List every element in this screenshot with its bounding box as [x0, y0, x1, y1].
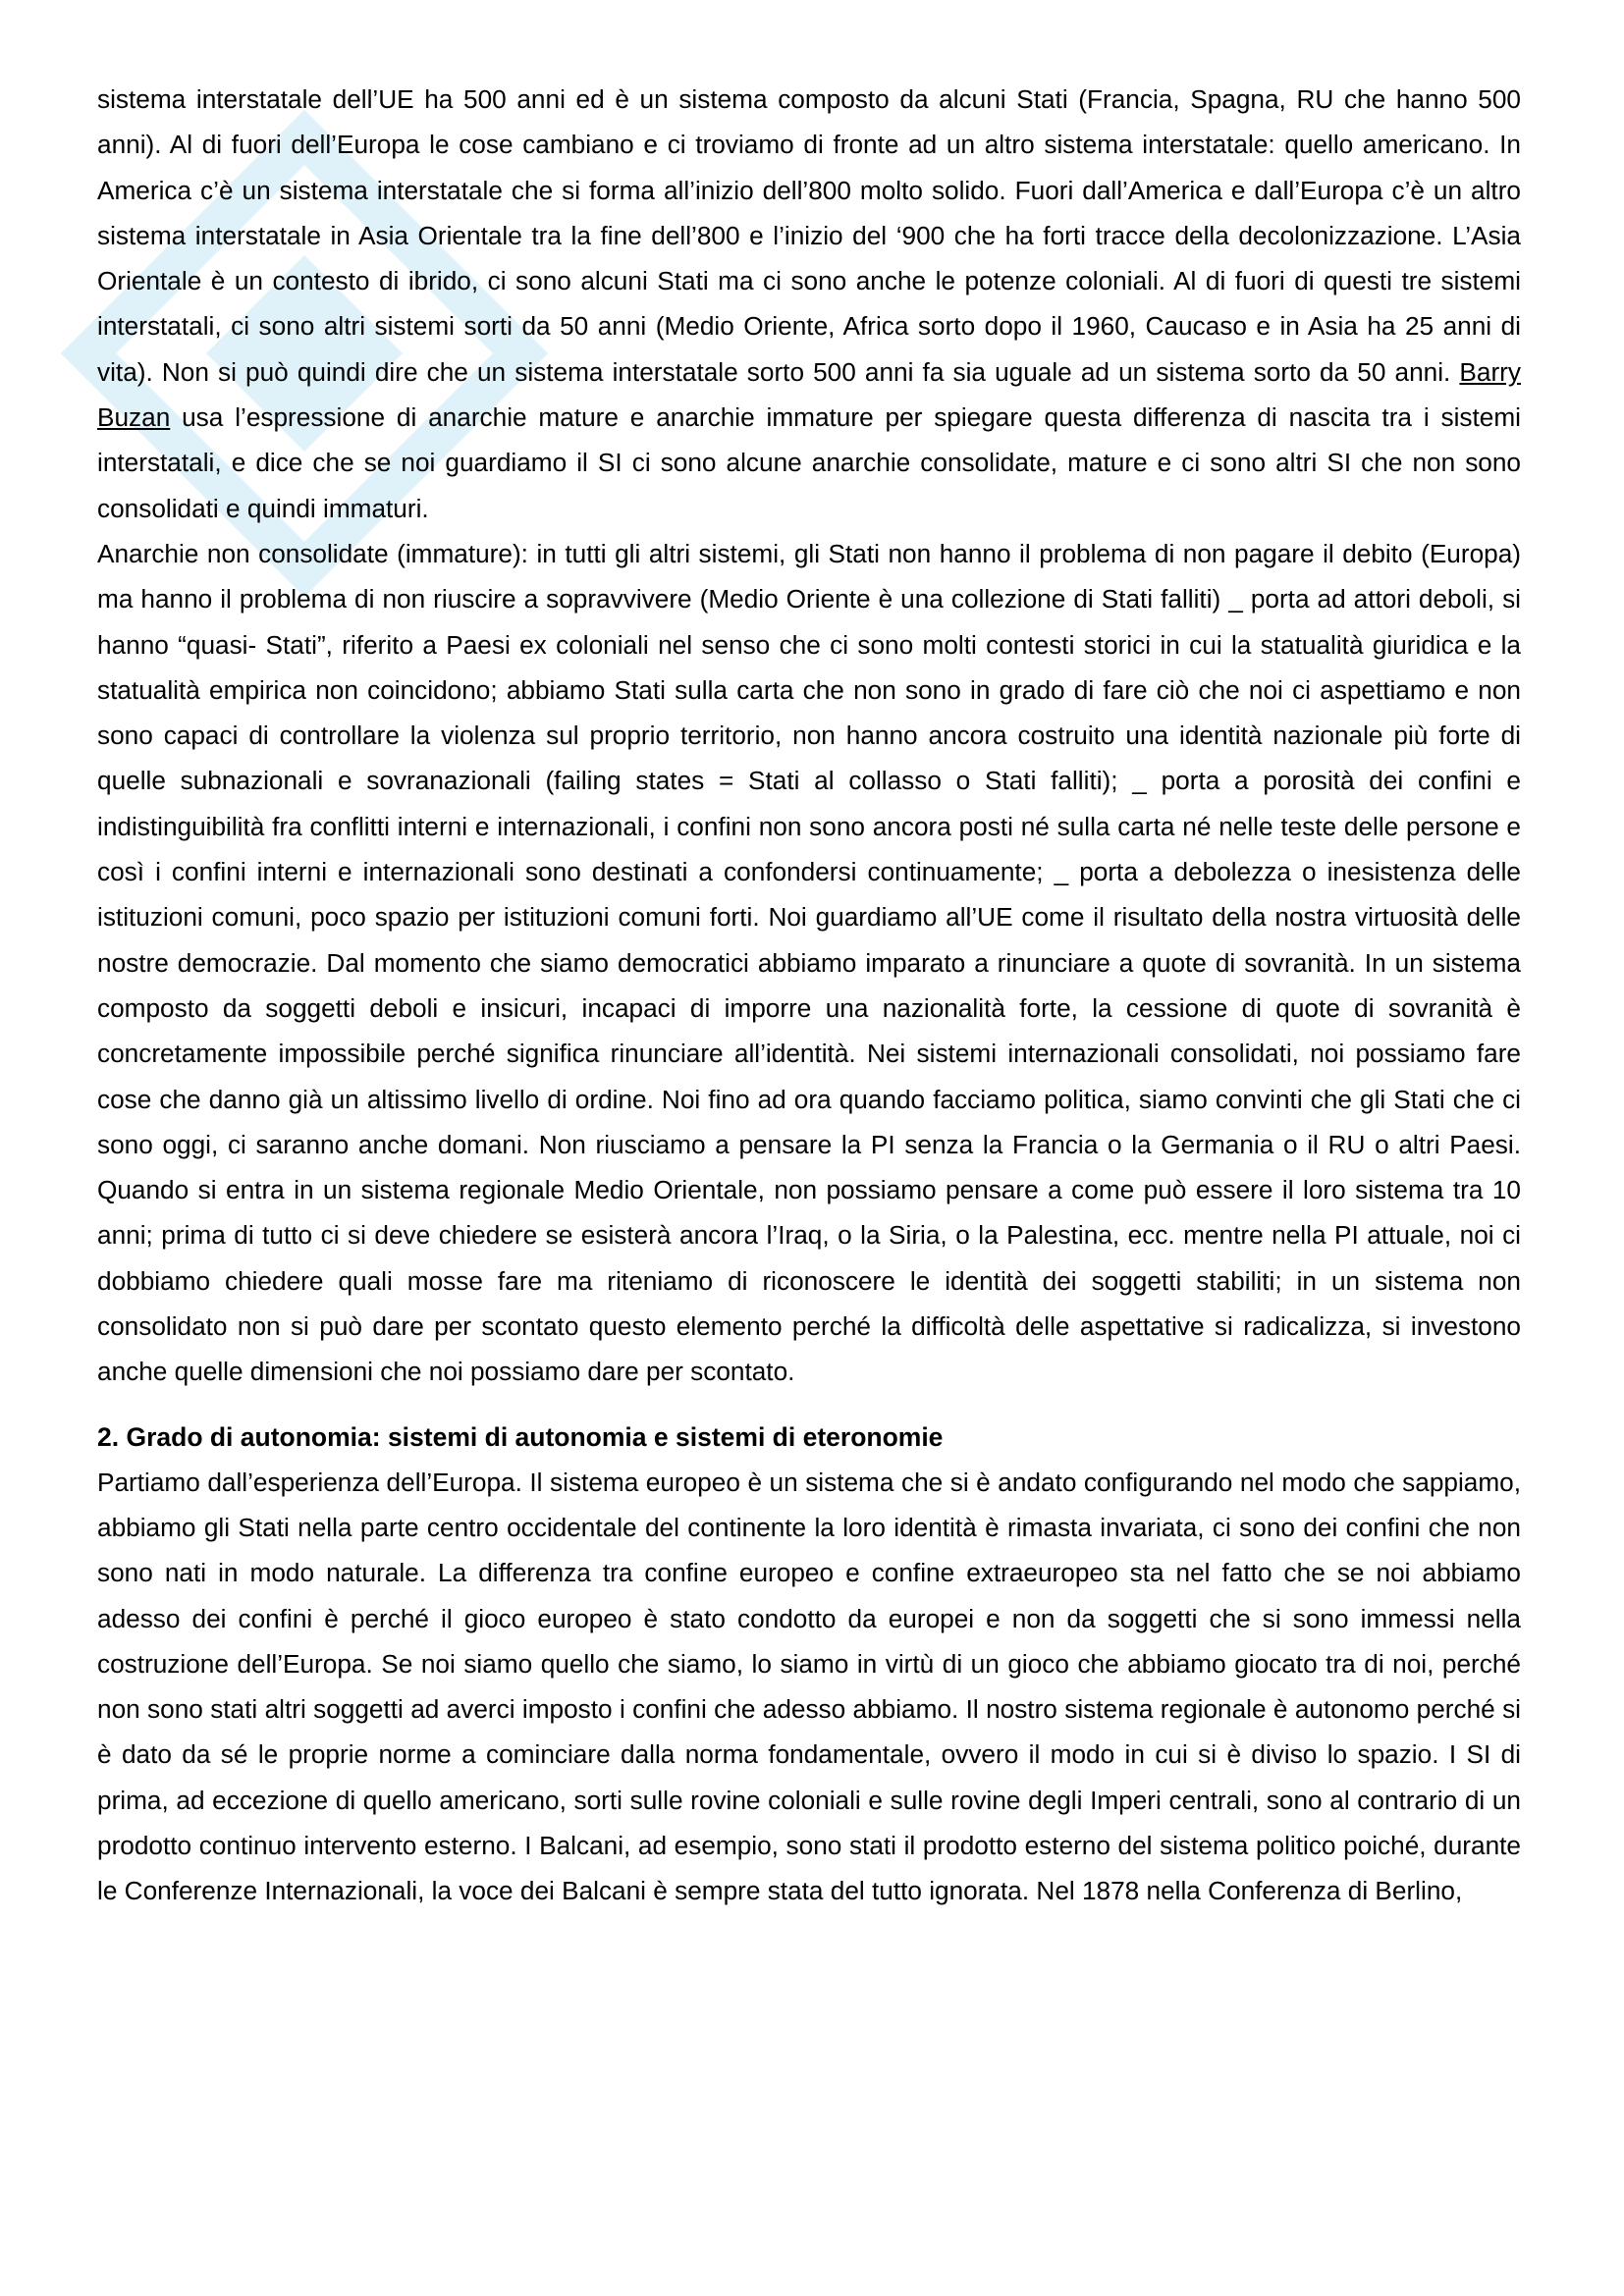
paragraph-text: usa l’espressione di anarchie mature e anarchie immature per spiegare questa differenza di nascita tra i sistemi interstatali, e dice che se noi guardiamo il SI ci sono alcune anarchie consolidate, mature e ci sono altri SI che non sono consolidati e quindi immaturi. [97, 402, 1521, 523]
paragraph-text: sistema interstatale dell’UE ha 500 anni ed è un sistema composto da alcuni Stati (Francia, Spagna, RU che hanno 500 anni). Al di fuori dell’Europa le cose cambiano e ci troviamo di fronte ad un altro sistema interstatale: quello americano. In America c’è un sistema interstatale che si forma all’inizio dell’800 molto solido. Fuori dall’America e dall’Europa c’è un altro sistema interstatale in Asia Orientale tra la fine dell’800 e l’inizio del ‘900 che ha forti tracce della decolonizzazione. L’Asia Orientale è un contesto di ibrido, ci sono alcuni Stati ma ci sono anche le potenze coloniali. Al di fuori di questi tre sistemi interstatali, ci sono altri sistemi sorti da 50 anni (Medio Oriente, Africa sorto dopo il 1960, Caucaso e in Asia ha 25 anni di vita). Non si può quindi dire che un sistema interstatale sorto 500 anni fa sia uguale ad un sistema sorto da 50 anni. [97, 84, 1521, 387]
document-page [97, 77, 1521, 1914]
section-heading: 2. Grado di autonomia: sistemi di autonomia e sistemi di eteronomie [97, 1421, 944, 1452]
paragraph-anarchie-non-consolidate: Anarchie non consolidate (immature): in tutti gli altri sistemi, gli Stati non hanno il problema di non pagare il debito (Europa) ma hanno il problema di non riuscire a sopravvivere (Medio Oriente è una collezione di Stati falliti) _ porta ad attori deboli, si hanno “quasi- Stati”, riferito a Paesi ex coloniali nel senso che ci sono molti contesti storici in cui la statualità giuridica e la statualità empirica non coincidono; abbiamo Stati sulla carta che non sono in grado di fare ciò che noi ci aspettiamo e non sono capaci di controllare la violenza sul proprio territorio, non hanno ancora costruito una identità nazionale più forte di quelle subnazionali e sovranazionali (failing states = Stati al collasso o Stati falliti); _ porta a porosità dei confini e indistinguibilità fra conflitti interni e internazionali, i confini non sono ancora posti né sulla carta né nelle teste delle persone e così i confini interni e internazionali sono destinati a confondersi continuamente; _ porta a debolezza o inesistenza delle istituzioni comuni, poco spazio per istituzioni comuni forti. Noi guardiamo all’UE come il risultato della nostra virtuosità delle nostre democrazie. Dal momento che siamo democratici abbiamo imparato a rinunciare a quote di sovranità. In un sistema composto da soggetti deboli e insicuri, incapaci di imporre una nazionalità forte, la cessione di quote di sovranità è concretamente impossibile perché significa rinunciare all’identità. Nei sistemi internazionali consolidati, noi possiamo fare cose che danno già un altissimo livello di ordine. Noi fino ad ora quando facciamo politica, siamo convinti che gli Stati che ci sono oggi, ci saranno anche domani. Non riusciamo a pensare la PI senza la Francia o la Germania o il RU o altri Paesi. Quando si entra in un sistema regionale Medio Orientale, non possiamo pensare a come può essere il loro sistema tra 10 anni; prima di tutto ci si deve chiedere se esisterà ancora l’Iraq, o la Siria, o la Palestina, ecc. mentre nella PI attuale, noi ci dobbiamo chiedere quali mosse fare ma riteniamo di riconoscere le identità dei soggetti stabiliti; in un sistema non consolidato non si può dare per scontato questo elemento perché la difficoltà delle aspettative si radicalizza, si investono anche quelle dimensioni che noi possiamo dare per scontato. [97, 538, 1521, 1387]
paragraph-esperienza-europa: Partiamo dall’esperienza dell’Europa. Il sistema europeo è un sistema che si è andato configurando nel modo che sappiamo, abbiamo gli Stati nella parte centro occidentale del continente la loro identità è rimasta invariata, ci sono dei confini che non sono nati in modo naturale. La differenza tra confine europeo e confine extraeuropeo sta nel fatto che se noi abbiamo adesso dei confini è perché il gioco europeo è stato condotto da europei e non da soggetti che si sono immessi nella costruzione dell’Europa. Se noi siamo quello che siamo, lo siamo in virtù di un gioco che abbiamo giocato tra di noi, perché non sono stati altri soggetti ad averci imposto i confini che adesso abbiamo. Il nostro sistema regionale è autonomo perché si è dato da sé le proprie norme a cominciare dalla norma fondamentale, ovvero il modo in cui si è diviso lo spazio. I SI di prima, ad eccezione di quello americano, sorti sulle rovine coloniali e sulle rovine degli Imperi centrali, sono al contrario di un prodotto continuo intervento esterno. I Balcani, ad esempio, sono stati il prodotto esterno del sistema politico poiché, durante le Conferenze Internazionali, la voce dei Balcani è sempre stata del tutto ignorata. Nel 1878 nella Conferenza di Berlino, [97, 1467, 1521, 1906]
paragraph-sistemi-interstatali [97, 77, 1521, 531]
author-name: Barry Buzan [97, 356, 1521, 433]
